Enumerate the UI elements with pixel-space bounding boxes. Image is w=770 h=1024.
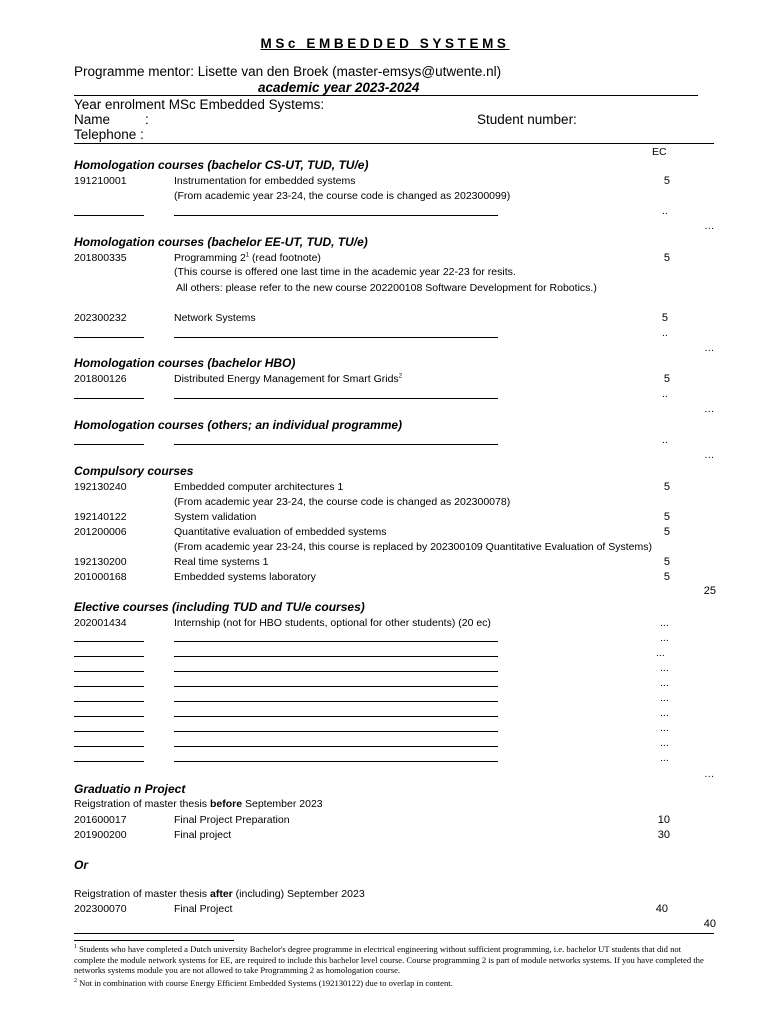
ec-dots: ... — [660, 737, 669, 749]
footnote-text: Students who have completed a Dutch university Bachelor's degree programme in electrical engineering without sufficient programming, i.e. bachelor UT students that did not complete the module network systems for EE, are required to include this bachelor level course. Course programming 2 is part of module networks systems. If you have completed the networks systems module you are not allowed to take Programming 2 as homologation course. — [74, 944, 704, 975]
course-ec: 5 — [661, 312, 668, 324]
course-ec: 10 — [657, 814, 670, 826]
name-colon: : — [145, 112, 149, 127]
registration-text: September 2023 — [242, 798, 323, 810]
blank-title-line — [174, 337, 498, 338]
course-title: Final Project Preparation — [174, 814, 290, 826]
course-title — [174, 373, 402, 385]
course-title-text: Programming 2 — [174, 252, 246, 264]
ec-dots: .. — [662, 327, 668, 339]
footer-rule — [74, 933, 714, 934]
page-title: MSc EMBEDDED SYSTEMS — [260, 36, 510, 51]
ec-dots: ... — [660, 632, 669, 644]
course-note: All others: please refer to the new course 202200108 Software Development for Robotics.) — [176, 282, 597, 294]
footnote-text: Not in combination with course Energy Efficient Embedded Systems (192130122) due to overlap in content. — [79, 978, 453, 988]
registration-bold: before — [209, 798, 243, 810]
course-code: 202300232 — [74, 312, 127, 324]
ec-dots: ... — [660, 692, 669, 704]
ec-dots: ... — [660, 677, 669, 689]
course-code: 201000168 — [74, 571, 127, 583]
blank-code-line — [74, 444, 144, 445]
blank-code-line — [74, 686, 144, 687]
subtotal-dots: … — [704, 342, 715, 354]
academic-year: academic year 2023-2024 — [258, 80, 420, 95]
footnote-ref: 1 — [245, 252, 250, 259]
course-title: Quantitative evaluation of embedded systems — [174, 526, 387, 538]
blank-title-line — [174, 686, 498, 687]
graduation-total: 40 — [703, 918, 716, 930]
heading-homologation-hbo: Homologation courses (bachelor HBO) — [74, 356, 296, 370]
academic-year-line — [74, 80, 698, 96]
registration-text: Reigstration of master thesis — [74, 888, 210, 900]
subtotal-dots: … — [704, 449, 715, 461]
course-title: Embedded systems laboratory — [174, 571, 316, 583]
course-title: Real time systems 1 — [174, 556, 269, 568]
course-title-text: Distributed Energy Management for Smart Grids — [174, 373, 399, 385]
ec-dots: .. — [662, 434, 668, 446]
compulsory-total: 25 — [703, 585, 716, 597]
registration-before — [74, 798, 323, 810]
footnote-marker: 2 — [74, 978, 77, 985]
ec-header: EC — [652, 146, 667, 158]
heading-graduation: Graduatio n Project — [74, 782, 186, 796]
footnote-1 — [74, 944, 714, 976]
registration-bold: after — [209, 888, 233, 900]
blank-title-line — [174, 746, 498, 747]
course-ec: 5 — [663, 571, 670, 583]
course-code: 192130200 — [74, 556, 127, 568]
subtotal-dots: … — [704, 768, 715, 780]
blank-title-line — [174, 731, 498, 732]
course-ec: 40 — [655, 903, 668, 915]
programme-mentor: Programme mentor: Lisette van den Broek (master-emsys@utwente.nl) — [74, 64, 502, 79]
heading-homologation-cs: Homologation courses (bachelor CS-UT, TUD, TU/e) — [74, 158, 369, 172]
course-title-tail: (read footnote) — [249, 252, 321, 264]
heading-elective: Elective courses (including TUD and TU/e courses) — [74, 600, 365, 614]
blank-title-line — [174, 656, 498, 657]
subtotal-dots: … — [704, 403, 715, 415]
registration-text: Reigstration of master thesis — [74, 798, 210, 810]
course-code: 191210001 — [74, 175, 127, 187]
blank-title-line — [174, 215, 498, 216]
course-code: 192140122 — [74, 511, 127, 523]
heading-homologation-ee: Homologation courses (bachelor EE-UT, TUD, TU/e) — [74, 235, 368, 249]
blank-title-line — [174, 701, 498, 702]
course-note: (From academic year 23-24, the course code is changed as 202300099) — [174, 190, 511, 202]
blank-code-line — [74, 671, 144, 672]
blank-code-line — [74, 746, 144, 747]
footnote-marker: 1 — [74, 944, 77, 951]
course-title: Network Systems — [174, 312, 256, 324]
footnote-2 — [74, 978, 714, 989]
course-ec: 5 — [663, 511, 670, 523]
course-title: Embedded computer architectures 1 — [174, 481, 344, 493]
course-ec: ... — [660, 617, 669, 629]
student-number-label: Student number: — [477, 112, 577, 127]
ec-dots: .. — [662, 205, 668, 217]
header-rule — [74, 143, 714, 144]
course-note: (From academic year 23-24, this course is replaced by 202300109 Quantitative Evaluation of Systems) — [174, 541, 652, 553]
course-ec: 5 — [663, 526, 670, 538]
blank-code-line — [74, 641, 144, 642]
or-label: Or — [74, 858, 89, 872]
blank-code-line — [74, 761, 144, 762]
blank-title-line — [174, 641, 498, 642]
subtotal-dots: … — [704, 220, 715, 232]
ec-dots: ... — [660, 662, 669, 674]
year-enrolment-label: Year enrolment MSc Embedded Systems: — [74, 97, 325, 112]
heading-homologation-others: Homologation courses (others; an individual programme) — [74, 418, 403, 432]
ec-dots: .. — [662, 388, 668, 400]
course-title: Instrumentation for embedded systems — [174, 175, 356, 187]
blank-code-line — [74, 716, 144, 717]
course-ec: 5 — [663, 373, 670, 385]
blank-code-line — [74, 215, 144, 216]
course-code: 201900200 — [74, 829, 127, 841]
course-title: System validation — [174, 511, 257, 523]
course-code: 201800126 — [74, 373, 127, 385]
blank-code-line — [74, 656, 144, 657]
footnote-separator — [74, 940, 234, 941]
blank-title-line — [174, 444, 498, 445]
course-code: 202001434 — [74, 617, 127, 629]
blank-title-line — [174, 716, 498, 717]
course-ec: 5 — [663, 175, 670, 187]
course-title: Final project — [174, 829, 232, 841]
course-code: 201600017 — [74, 814, 127, 826]
blank-code-line — [74, 337, 144, 338]
course-code: 201800335 — [74, 252, 127, 264]
footnote-ref: 2 — [398, 373, 403, 380]
course-note: (From academic year 23-24, the course code is changed as 202300078) — [174, 496, 511, 508]
ec-dots: ... — [656, 647, 665, 659]
blank-code-line — [74, 731, 144, 732]
blank-code-line — [74, 398, 144, 399]
ec-dots: ... — [660, 752, 669, 764]
course-title — [174, 252, 321, 264]
course-ec: 5 — [663, 556, 670, 568]
course-title: Internship (not for HBO students, optional for other students) (20 ec) — [174, 617, 491, 629]
course-code: 202300070 — [74, 903, 127, 915]
ec-dots: ... — [660, 722, 669, 734]
blank-title-line — [174, 761, 498, 762]
blank-title-line — [174, 671, 498, 672]
ec-dots: ... — [660, 707, 669, 719]
course-code: 192130240 — [74, 481, 127, 493]
name-label: Name — [74, 112, 111, 127]
course-code: 201200006 — [74, 526, 127, 538]
blank-code-line — [74, 701, 144, 702]
course-note: (This course is offered one last time in the academic year 22-23 for resits. — [174, 266, 516, 278]
course-ec: 5 — [663, 481, 670, 493]
heading-compulsory: Compulsory courses — [74, 464, 194, 478]
course-ec: 5 — [663, 252, 670, 264]
course-title: Final Project — [174, 903, 233, 915]
registration-after — [74, 888, 365, 900]
telephone-label: Telephone : — [74, 127, 144, 142]
blank-title-line — [174, 398, 498, 399]
course-ec: 30 — [657, 829, 670, 841]
registration-text: (including) September 2023 — [232, 888, 365, 900]
